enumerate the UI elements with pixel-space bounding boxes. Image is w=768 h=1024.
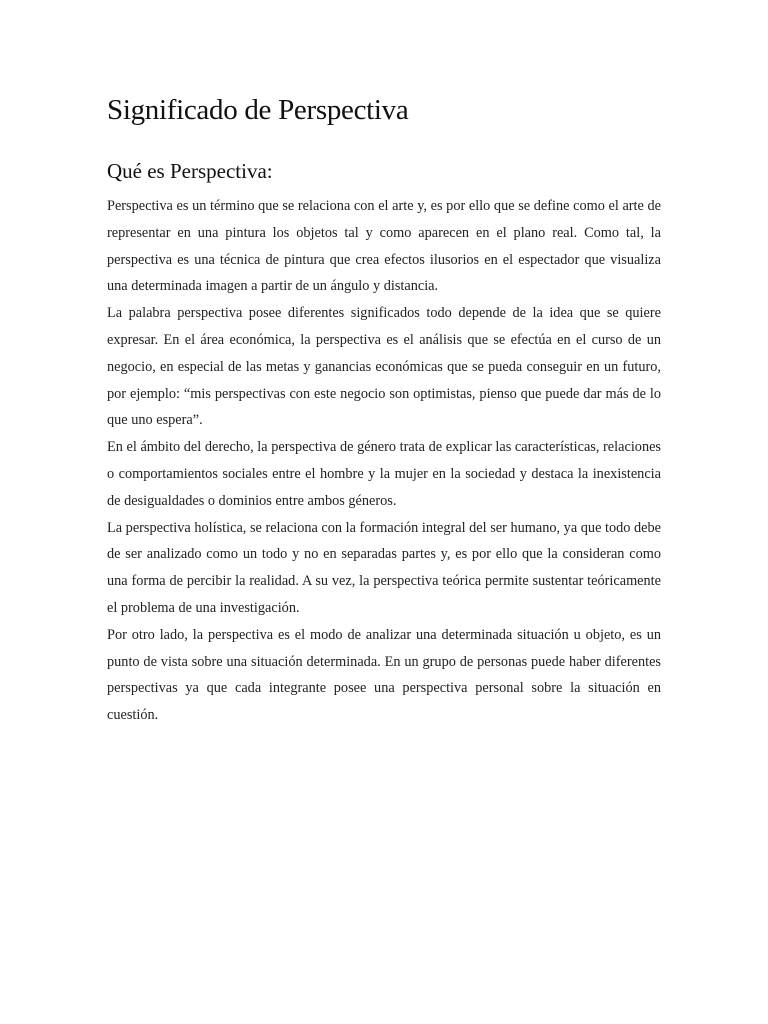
document-page — [107, 88, 661, 729]
paragraph-5: Por otro lado, la perspectiva es el modo de analizar una determinada situación u objeto, es un punto de vista sobre una situación determinada. En un grupo de personas puede haber diferentes perspectivas ya que cada integrante posee una perspectiva personal sobre la situación en cuestión. — [107, 626, 661, 724]
body-text — [107, 193, 661, 729]
paragraph-3: En el ámbito del derecho, la perspectiva de género trata de explicar las características, relaciones o comportamientos sociales entre el hombre y la mujer en la sociedad y destaca la inexistencia de desigualdades o dominios entre ambos géneros. — [107, 439, 661, 509]
paragraph-2: La palabra perspectiva posee diferentes significados todo depende de la idea que se quiere expresar. En el área económica, la perspectiva es el análisis que se efectúa en el curso de un negocio, en especial de las metas y ganancias económicas que se pueda conseguir en un futuro, por ejemplo: “mis perspectivas con este negocio son optimistas, pienso que puede dar más de lo que uno espera”. — [107, 305, 661, 429]
section-heading: Qué es Perspectiva: — [107, 159, 273, 183]
paragraph-4: La perspectiva holística, se relaciona con la formación integral del ser humano, ya que todo debe de ser analizado como un todo y no en separadas partes y, es por ello que la consideran como una forma de percibir la realidad. A su vez, la perspectiva teórica permite sustentar teóricamente el problema de una investigación. — [107, 519, 661, 616]
document-title: Significado de Perspectiva — [107, 94, 409, 126]
paragraph-1: Perspectiva es un término que se relaciona con el arte y, es por ello que se define como el arte de representar en una pintura los objetos tal y como aparecen en el plano real. Como tal, la perspectiva es una técnica de pintura que crea efectos ilusorios en el espectador que visualiza una determinada imagen a partir de un ángulo y distancia. — [107, 198, 661, 295]
